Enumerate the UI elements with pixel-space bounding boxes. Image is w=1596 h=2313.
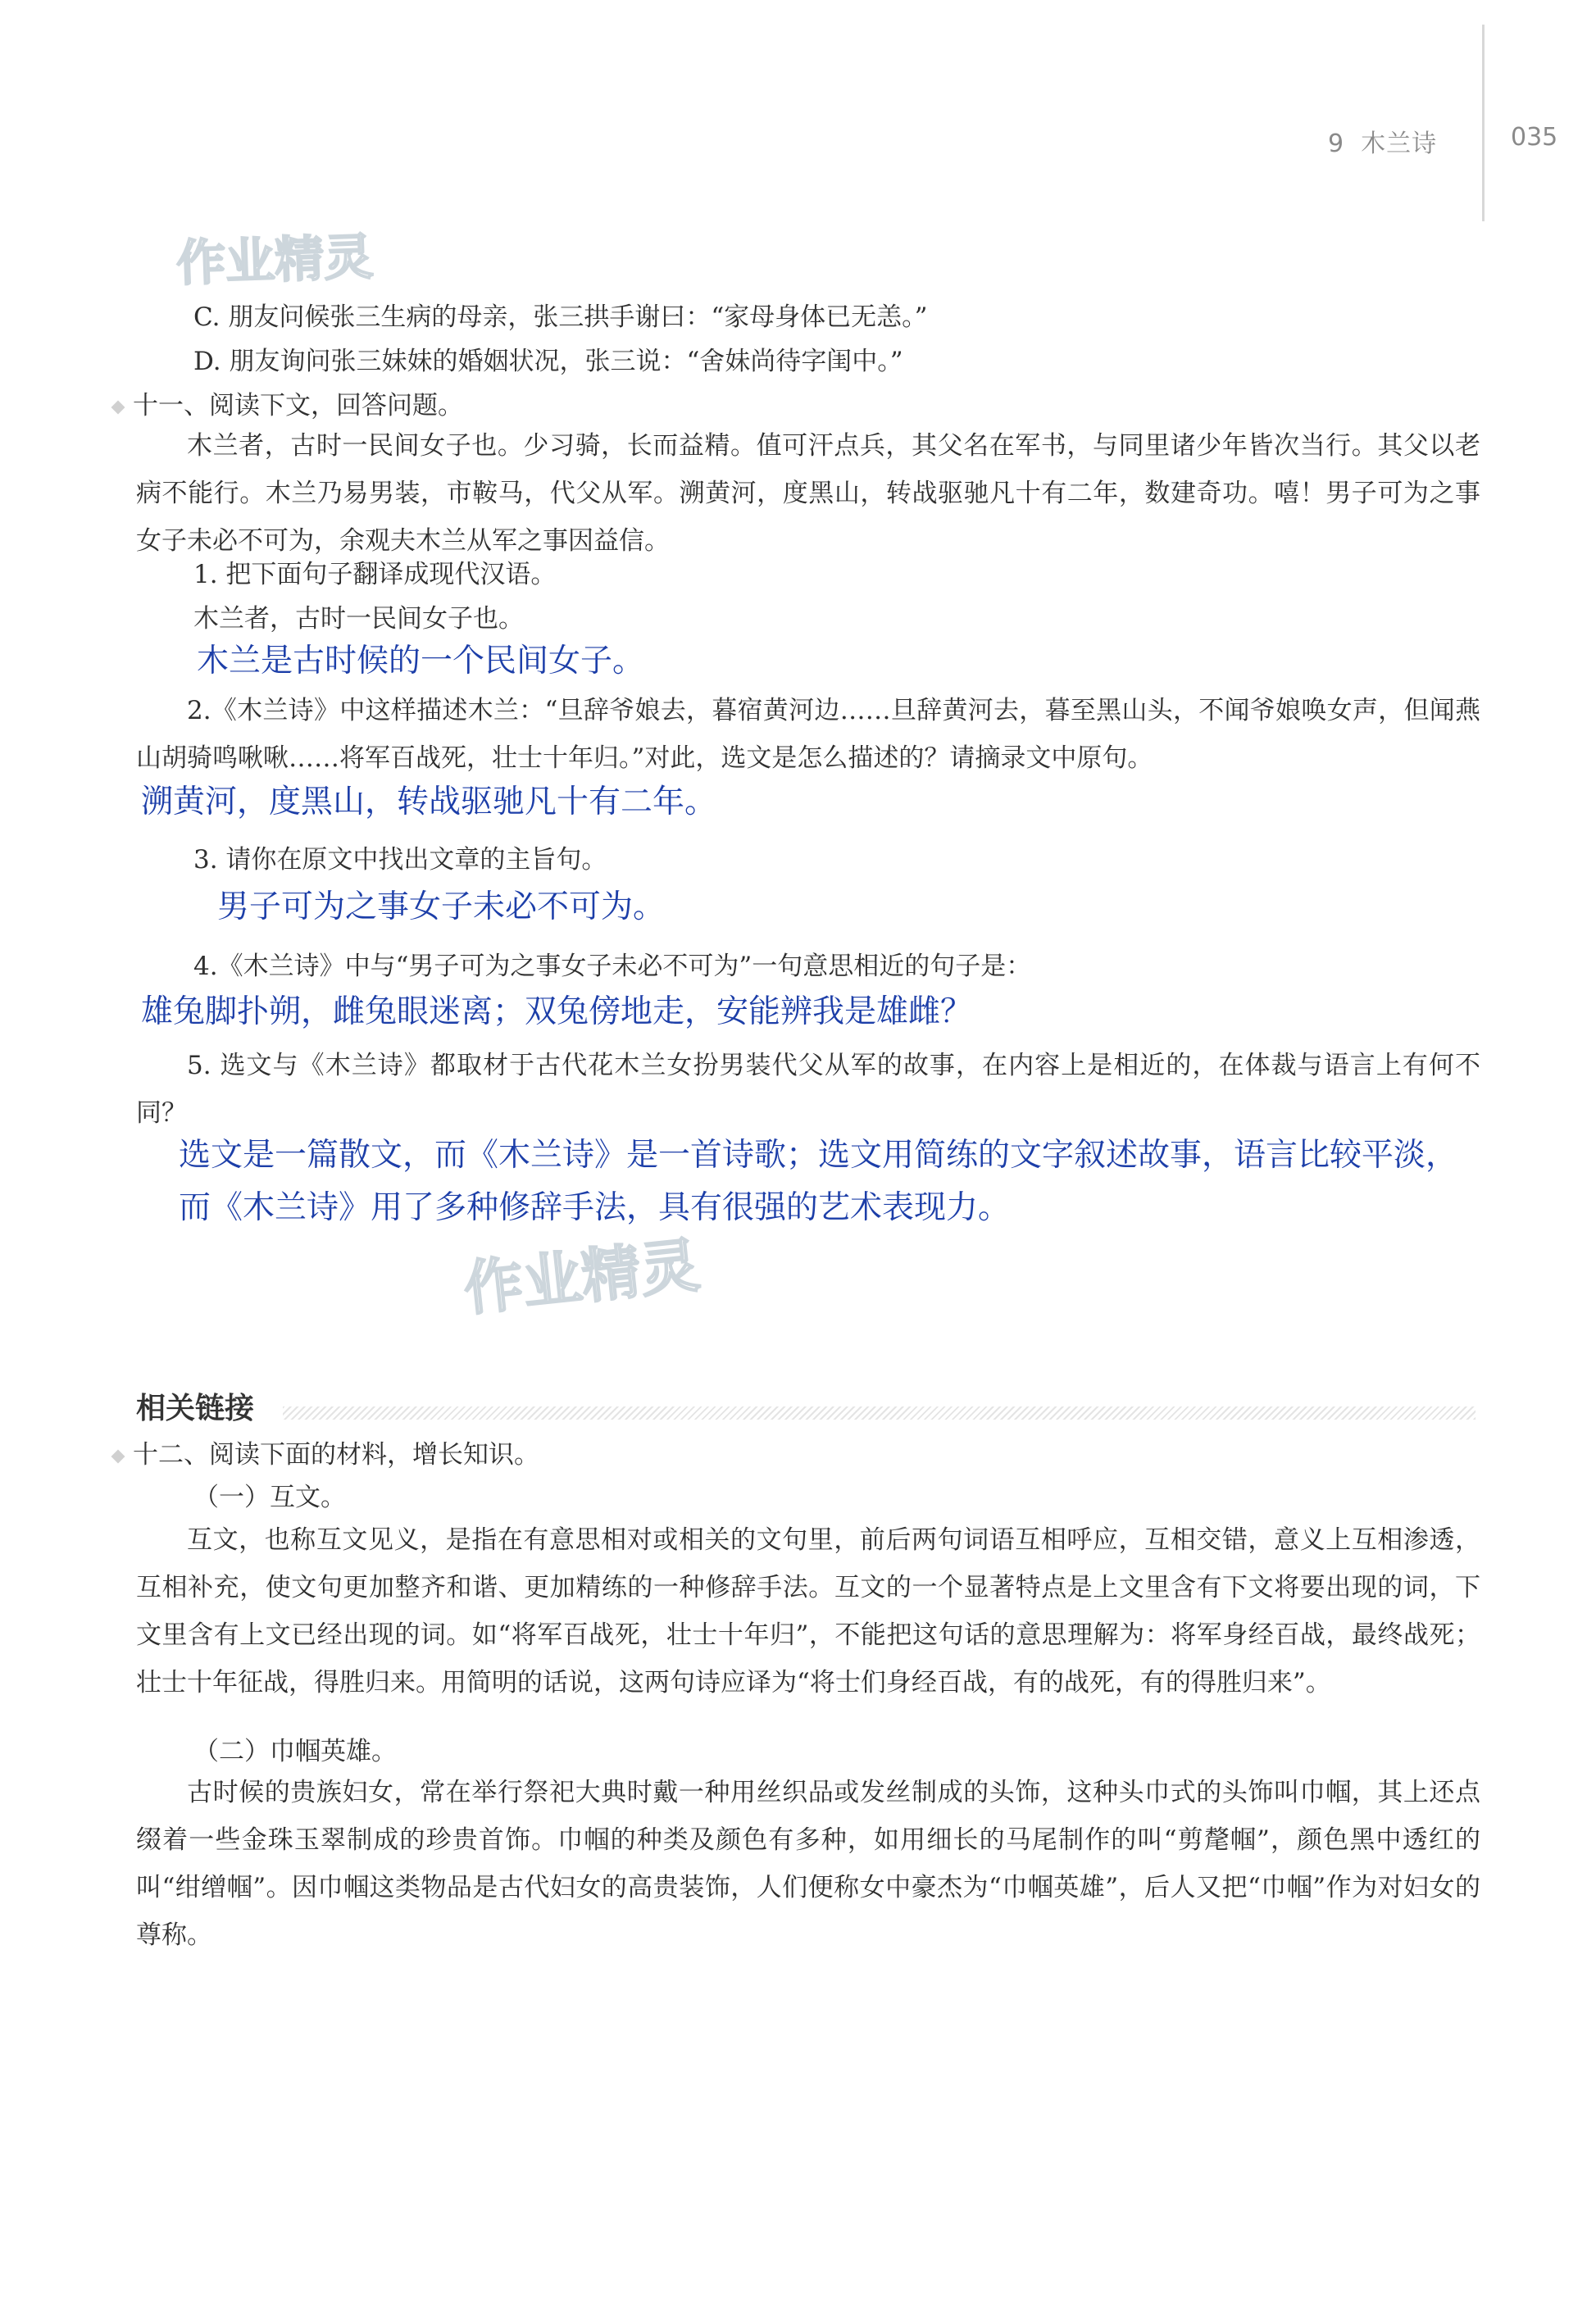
question-11-passage: 木兰者，古时一民间女子也。少习骑，长而益精。值可汗点兵，其父名在军书，与同里诸少年皆次当行。其父以老病不能行。木兰乃易男装，市鞍马，代父从军。溯黄河，度黑山，转战驱驰凡十有二年，数建奇功。嘻！男子可为之事女子未必不可为，余观夫木兰从军之事因益信。 [136,431,1480,556]
q11-sub1-sentence: 木兰者，古时一民间女子也。 [193,604,524,634]
q11-sub1-prompt: 1. 把下面句子翻译成现代汉语。 [193,560,557,589]
part2-title: （二）巾帼英雄。 [193,1737,397,1766]
bullet-diamond-icon [111,400,125,414]
bullet-diamond-icon [111,1449,125,1463]
part1-text: 互文，也称互文见义，是指在有意思相对或相关的文句里，前后两句词语互相呼应，互相交错，意义上互相渗透，互相补充，使文句更加整齐和谐、更加精练的一种修辞手法。互文的一个显著特点是上文里含有下文将要出现的词，下文里含有上文已经出现的词。如“将军百战死，壮士十年归”，不能把这句话的意思理解为：将军身经百战，最终战死；壮士十年征战，得胜归来。用简明的话说，这两句诗应译为“将士们身经百战，有的战死，有的得胜归来”。 [136,1525,1480,1697]
q11-sub5-answer: 选文是一篇散文，而《木兰诗》是一首诗歌；选文用简练的文字叙述故事，语言比较平淡，而《木兰诗》用了多种修辞手法，具有很强的艺术表现力。 [179,1137,1458,1226]
question-11-title: 十一、阅读下文，回答问题。 [113,382,463,429]
chapter-title: 木兰诗 [1361,130,1438,158]
part1-title: （一）互文。 [193,1483,346,1512]
q11-sub3-prompt: 3. 请你在原文中找出文章的主旨句。 [193,845,607,875]
q11-sub1-answer: 木兰是古时候的一个民间女子。 [197,643,645,679]
q11-sub4-answer: 雄兔脚扑朔，雌兔眼迷离；双兔傍地走，安能辨我是雄雌？ [141,993,973,1030]
watermark-logo: 作业精灵 [461,1230,703,1324]
question-12-title: 十二、阅读下面的材料，增长知识。 [113,1431,539,1479]
q11-sub3-answer: 男子可为之事女子未必不可为。 [217,888,666,925]
header-divider [1482,25,1485,221]
q11-sub5-prompt: 5. 选文与《木兰诗》都取材于古代花木兰女扮男装代父从军的故事，在内容上是相近的，在体裁与语言上有何不同？ [136,1051,1480,1128]
q11-sub2-prompt: 2.《木兰诗》中这样描述木兰：“旦辞爷娘去，暮宿黄河边……旦辞黄河去，暮至黑山头，不闻爷娘唤女声，但闻燕山胡骑鸣啾啾……将军百战死，壮士十年归。”对此，选文是怎么描述的？请摘录文中原句。 [136,696,1480,773]
q11-sub2-answer: 溯黄河，度黑山，转战驱驰凡十有二年。 [141,784,717,820]
watermark-logo: 作业精灵 [175,228,375,293]
option-d: D. 朋友询问张三妹妹的婚姻状况，张三说：“舍妹尚待字闺中。” [193,347,903,376]
option-c: C. 朋友问候张三生病的母亲，张三拱手谢曰：“家母身体已无恙。” [193,302,928,332]
section-title: 相关链接 [136,1392,255,1425]
section-title-decoration [283,1406,1476,1420]
part2-text: 古时候的贵族妇女，常在举行祭祀大典时戴一种用丝织品或发丝制成的头饰，这种头巾式的头饰叫巾帼，其上还点缀着一些金珠玉翠制成的珍贵首饰。巾帼的种类及颜色有多种，如用细长的马尾制作的叫“剪氂帼”，颜色黑中透红的叫“绀缯帼”。因巾帼这类物品是古代妇女的高贵装饰，人们便称女中豪杰为“巾帼英雄”，后人又把“巾帼”作为对妇女的尊称。 [136,1778,1480,1950]
chapter-heading [1328,123,1437,159]
chapter-number: 9 [1328,130,1345,158]
q11-sub4-prompt: 4.《木兰诗》中与“男子可为之事女子未必不可为”一句意思相近的句子是： [193,952,1032,981]
page-number: 035 [1511,123,1558,152]
